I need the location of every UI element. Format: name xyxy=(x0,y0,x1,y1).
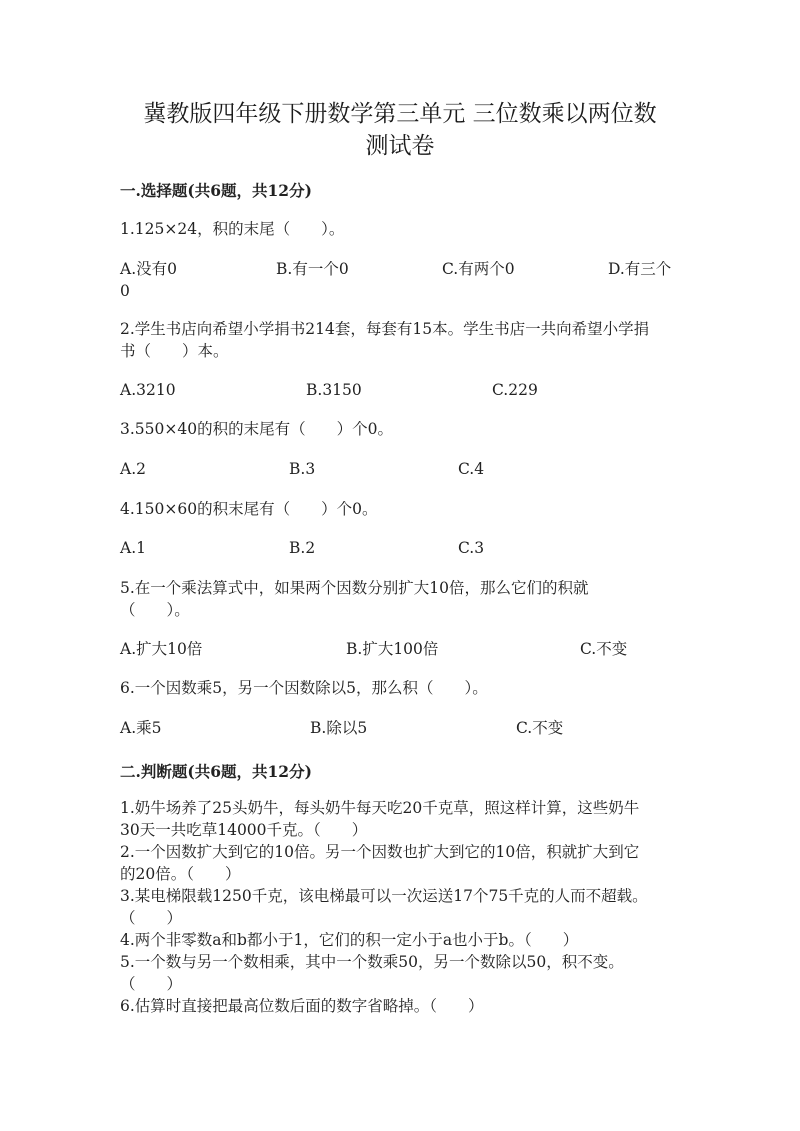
question-2-option-b: B.3150 xyxy=(306,381,362,399)
question-3-option-c: C.4 xyxy=(458,460,485,478)
question-2-option-c: C.229 xyxy=(492,381,538,399)
question-1-option-c: C.有两个0 xyxy=(442,260,515,278)
question-6-option-b: B.除以5 xyxy=(310,719,368,737)
question-2-text-line-1: 2.学生书店向希望小学捐书214套，每套有15本。学生书店一共向希望小学捐 xyxy=(120,320,650,338)
question-1-text: 1.125×24，积的末尾（ ）。 xyxy=(120,220,345,238)
question-6-text: 6.一个因数乘5，另一个因数除以5，那么积（ ）。 xyxy=(120,679,488,697)
question-1-option-b: B.有一个0 xyxy=(276,260,349,278)
question-1-option-d-wrap: 0 xyxy=(120,282,130,300)
question-3-option-b: B.3 xyxy=(289,460,316,478)
question-5-option-c: C.不变 xyxy=(580,640,628,658)
question-6-option-c: C.不变 xyxy=(516,719,564,737)
question-2-text-line-2: 书（ ）本。 xyxy=(120,342,229,360)
judge-line-10: 6.估算时直接把最高位数后面的数字省略掉。（ ） xyxy=(120,997,484,1015)
question-5-option-a: A.扩大10倍 xyxy=(120,640,203,658)
judge-line-9: （ ） xyxy=(120,975,183,993)
question-1-option-d: D.有三个 xyxy=(608,260,672,278)
question-5-option-b: B.扩大100倍 xyxy=(346,640,439,658)
section-heading-choice: 一.选择题(共6题，共12分) xyxy=(120,181,312,200)
judge-line-5: 3.某电梯限载1250千克，该电梯最可以一次运送17个75千克的人而不超载。 xyxy=(120,887,648,905)
question-6-option-a: A.乘5 xyxy=(120,719,162,737)
question-4-option-b: B.2 xyxy=(289,539,316,557)
question-4-option-c: C.3 xyxy=(458,539,485,557)
question-4-option-a: A.1 xyxy=(120,539,146,557)
judge-line-6: （ ） xyxy=(120,909,183,927)
question-2-option-a: A.3210 xyxy=(120,381,176,399)
question-5-text-line-1: 5.在一个乘法算式中，如果两个因数分别扩大10倍，那么它们的积就 xyxy=(120,579,589,597)
question-3-option-a: A.2 xyxy=(120,460,146,478)
question-3-text: 3.550×40的积的末尾有（ ）个0。 xyxy=(120,420,393,438)
section-heading-judge: 二.判断题(共6题，共12分) xyxy=(120,762,312,781)
question-4-text: 4.150×60的积末尾有（ ）个0。 xyxy=(120,500,378,518)
judge-line-4: 的20倍。（ ） xyxy=(120,865,241,883)
page-title-line-1: 冀教版四年级下册数学第三单元 三位数乘以两位数 xyxy=(143,101,657,127)
page-title-line-2: 测试卷 xyxy=(365,133,435,159)
judge-line-8: 5.一个数与另一个数相乘，其中一个数乘50，另一个数除以50，积不变。 xyxy=(120,953,624,971)
judge-line-1: 1.奶牛场养了25头奶牛，每头奶牛每天吃20千克草，照这样计算，这些奶牛 xyxy=(120,799,640,817)
question-1-option-a: A.没有0 xyxy=(120,260,177,278)
question-5-text-line-2: （ ）。 xyxy=(120,601,190,619)
judge-line-3: 2.一个因数扩大到它的10倍。另一个因数也扩大到它的10倍，积就扩大到它 xyxy=(120,843,640,861)
judge-line-2: 30天一共吃草14000千克。（ ） xyxy=(120,821,368,839)
judge-line-7: 4.两个非零数a和b都小于1，它们的积一定小于a也小于b。（ ） xyxy=(120,931,579,949)
